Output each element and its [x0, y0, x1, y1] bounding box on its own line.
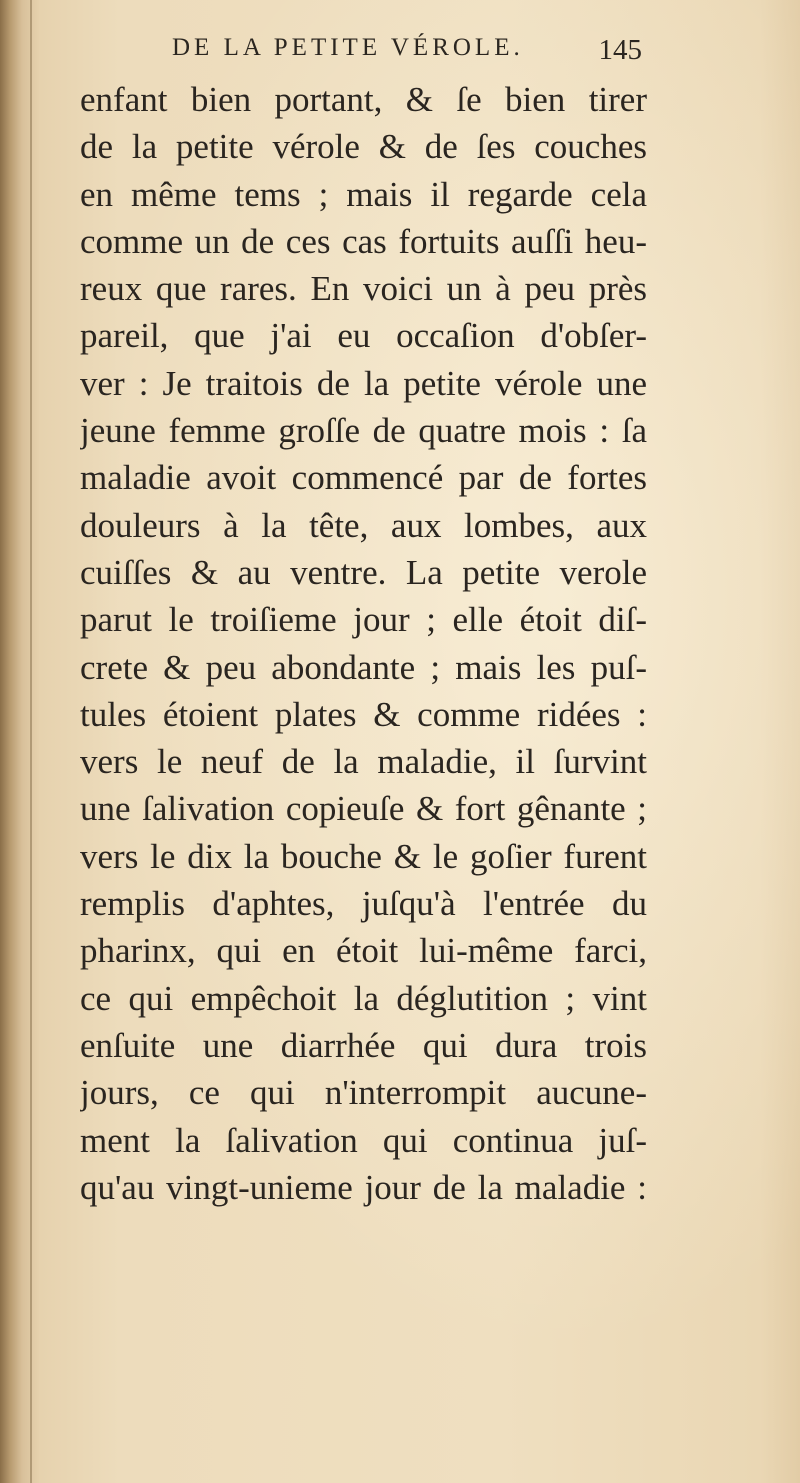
running-head-title: DE LA PETITE VÉROLE.	[172, 34, 524, 61]
text-line: jours, ce qui n'interrompit aucune-	[80, 1073, 647, 1113]
body-text	[80, 76, 647, 1211]
text-line: ment la ſalivation qui continua juſ-	[80, 1120, 647, 1160]
text-line: reux que rares. En voici un à peu près	[80, 269, 647, 309]
text-line: une ſalivation copieuſe & fort gênante ;	[80, 789, 647, 829]
text-line: pharinx, qui en étoit lui-même farci,	[80, 931, 647, 971]
text-line: remplis d'aphtes, juſqu'à l'entrée du	[80, 884, 647, 924]
page-number: 145	[598, 34, 642, 66]
text-line: parut le troiſieme jour ; elle étoit diſ-	[80, 600, 647, 640]
text-line: maladie avoit commencé par de fortes	[80, 458, 647, 498]
text-line: pareil, que j'ai eu occaſion d'obſer-	[80, 316, 647, 356]
text-line: jeune femme groſſe de quatre mois : ſa	[80, 411, 647, 451]
text-line: vers le neuf de la maladie, il ſurvint	[80, 742, 647, 782]
text-line: en même tems ; mais il regarde cela	[80, 174, 647, 214]
text-line: enfant bien portant, & ſe bien tirer	[80, 80, 647, 119]
text-line: ce qui empêchoit la déglutition ; vint	[80, 978, 647, 1018]
text-line: cuiſſes & au ventre. La petite verole	[80, 552, 647, 592]
text-line: enſuite une diarrhée qui dura trois	[80, 1025, 647, 1065]
text-line: douleurs à la tête, aux lombes, aux	[80, 505, 647, 545]
text-line: tules étoient plates & comme ridées :	[80, 694, 647, 734]
text-line: vers le dix la bouche & le goſier furent	[80, 836, 647, 876]
text-line: comme un de ces cas fortuits auſſi heu-	[80, 221, 647, 261]
page-gutter	[30, 0, 32, 1483]
running-head	[172, 30, 642, 76]
text-line: qu'au vingt-unieme jour de la maladie :	[80, 1167, 647, 1207]
text-line: de la petite vérole & de ſes couches	[80, 127, 647, 167]
text-line: crete & peu abondante ; mais les puſ-	[80, 647, 647, 687]
text-line: ver : Je traitois de la petite vérole une	[80, 363, 647, 403]
